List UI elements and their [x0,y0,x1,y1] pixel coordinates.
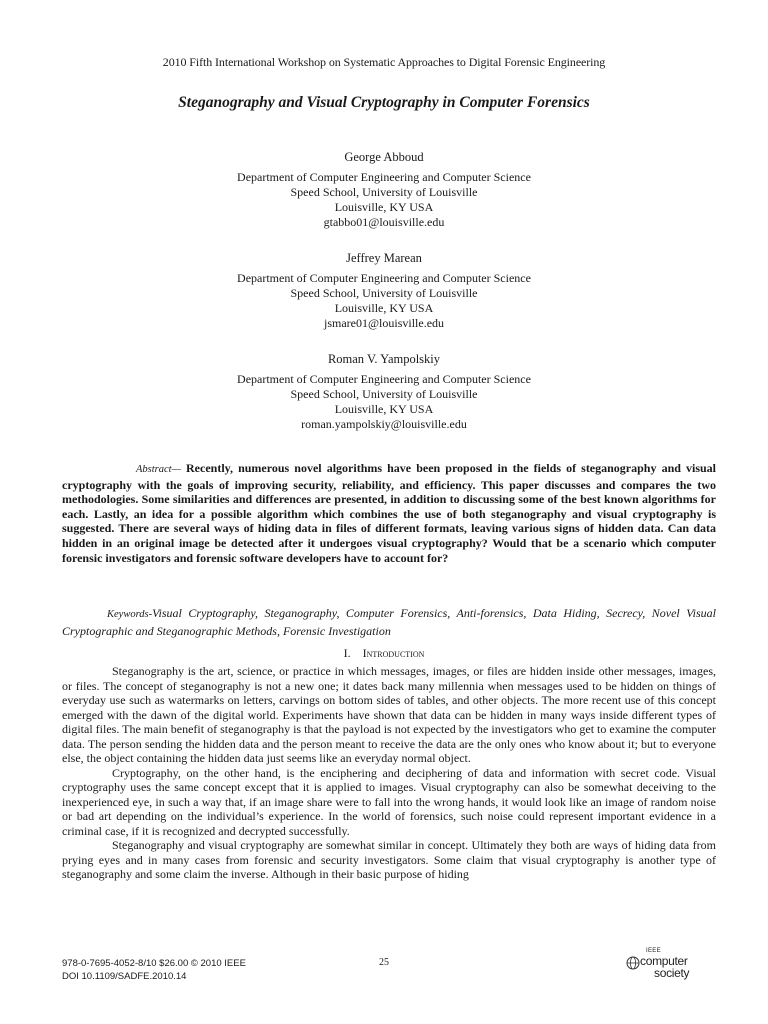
author-block [0,251,768,331]
author-department: Department of Computer Engineering and Computer Science [237,170,531,184]
author-school: Speed School, University of Louisville [290,185,478,199]
footer-doi: DOI 10.1109/SADFE.2010.14 [62,971,187,982]
author-school: Speed School, University of Louisville [290,387,478,401]
logo-globe-icon [626,956,640,970]
page-number: 25 [379,957,389,968]
author-email: roman.yampolskiy@louisville.edu [301,417,467,431]
author-name: Roman V. Yampolskiy [327,352,441,366]
logo-text-ieee: IEEE [646,948,661,954]
author-email: jsmare01@louisville.edu [323,316,445,330]
author-school: Speed School, University of Louisville [290,286,478,300]
logo-text-society: society [654,966,690,980]
section-number: I. [343,646,351,660]
abstract-label: Abstract— [136,464,181,475]
footer-isbn: 978-0-7695-4052-8/10 $26.00 © 2010 IEEE [62,958,246,969]
section-heading [0,646,768,661]
author-department: Department of Computer Engineering and Computer Science [237,271,531,285]
paragraph: Cryptography, on the other hand, is the enciphering and deciphering of data and information with secret code. Visual cryptography uses the same concept except that it is applied to images. Visual cryptography can also be somewhat deceiving to the inexperienced eye, in such a way that, if an image share were to fall into the wrong hands, it would look like an image of random noise or bad art depending on the individual’s experience. In the world of forensics, such noise could represent important evidence in a criminal case, if it is recognized and decrypted successfully. [62,765,716,838]
author-name: Jeffrey Marean [346,251,422,265]
abstract [62,461,716,565]
author-department: Department of Computer Engineering and Computer Science [237,372,531,386]
section-title: Introduction [362,646,425,660]
keywords-text: Visual Cryptography, Steganography, Computer Forensics, Anti-forensics, Data Hiding, Secrecy, Novel Visual Cryptographic and Steganographic Methods, Forensic Investigation [62,606,716,638]
author-block [0,150,768,230]
paper-title: Steganography and Visual Cryptography in Computer Forensics [178,94,590,111]
author-location: Louisville, KY USA [334,402,434,416]
author-location: Louisville, KY USA [334,301,434,315]
keywords [62,605,716,639]
paragraph: Steganography is the art, science, or practice in which messages, images, or files are hidden inside other messages, images, or files. The concept of steganography is not a new one; it dates back many millennia when messages used to be hidden on things of everyday use such as watermarks on letters, carvings on bottom sides of tables, and other objects. The more recent use of this concept emerged with the dawn of the digital world. Experiments have shown that data can be hidden in many ways inside different types of digital files. The main benefit of steganography is that the payload is not expected by the investigators who get to examine the computer data. The person sending the hidden data and the person meant to receive the data are the only ones who know about it; but to everyone else, the object containing the hidden data just seems like an everyday normal object. [62,664,716,765]
conference-name: 2010 Fifth International Workshop on Systematic Approaches to Digital Forensic Engineering [162,55,606,69]
body-text [62,664,716,882]
paragraph: Steganography and visual cryptography are somewhat similar in concept. Ultimately they both are ways of hiding data from prying eyes and in many cases from forensic and security investigators. Some claim that visual cryptography is another type of steganography and some claim the inverse. Although in their basic purpose of hiding [62,838,716,881]
author-location: Louisville, KY USA [334,200,434,214]
abstract-text: Recently, numerous novel algorithms have been proposed in the fields of steganography and visual cryptography with the goals of improving security, reliability, and efficiency. This paper discusses and compares the two methodologies. Some similarities and differences are presented, in addition to discussing some of the best known algorithms for each. Lastly, an idea for a possible algorithm which combines the use of both steganography and visual cryptography is suggested. There are several ways of hiding data in files of different formats, leaving various signs of hidden data. Can data hidden in an original image be detected after it undergoes visual cryptography? Would that be a scenario which computer forensic investigators and forensic software developers have to account for? [62,461,717,565]
logo-text-computer: computer [640,954,688,968]
ieee-computer-society-logo [624,948,704,982]
author-name: George Abboud [344,150,424,164]
keywords-label: Keywords- [107,609,153,620]
author-block [0,352,768,432]
author-email: gtabbo01@louisville.edu [323,215,445,229]
